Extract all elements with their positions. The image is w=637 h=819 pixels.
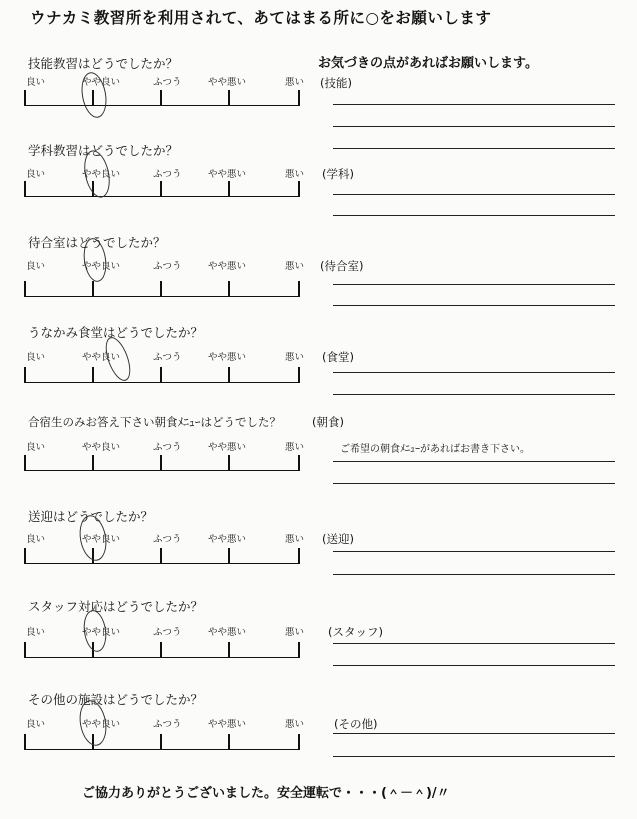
scale-tick [298,642,300,658]
scale-tick [160,90,162,106]
scale-label-fairly-bad: やや悪い [208,169,247,180]
scale-tick [160,642,162,658]
question-staff: スタッフ対応はどうでしたか？ [28,599,204,614]
rating-scale-shuttle[interactable] [24,547,300,564]
scale-tick [298,734,300,750]
scale-label-fairly-good: やや良い [82,77,121,88]
remarks-line[interactable] [333,574,615,575]
rating-scale-lecture[interactable] [24,180,300,197]
remarks-line[interactable] [333,194,615,195]
section-label-staff: (スタッフ) [328,625,383,639]
rating-scale-breakfast[interactable] [24,454,300,471]
scale-tick [160,548,162,564]
scale-tick [160,455,162,471]
scale-tick [24,642,26,658]
remarks-line[interactable] [333,756,615,757]
scale-label-average: ふつう [153,442,182,453]
scale-label-average: ふつう [153,719,182,730]
remarks-line[interactable] [333,643,615,644]
scale-label-good: 良い [26,719,46,730]
scale-tick [24,734,26,750]
scale-tick [160,734,162,750]
scale-tick [24,455,26,471]
scale-tick [228,548,230,564]
breakfast-request-note: ご希望の朝食ﾒﾆｭｰがあればお書き下さい。 [340,444,530,455]
form-title: ウナカミ教習所を利用されて、あてはまる所に○をお願いします [30,9,492,27]
remarks-line[interactable] [333,394,615,395]
scale-label-average: ふつう [153,169,182,180]
scale-label-good: 良い [26,77,46,88]
remarks-line[interactable] [333,104,615,105]
scale-tick [298,181,300,197]
scale-label-fairly-good: やや良い [82,627,121,638]
scale-tick [228,642,230,658]
scale-label-bad: 悪い [285,77,305,88]
scale-tick [298,455,300,471]
scale-label-bad: 悪い [285,261,305,272]
question-cafeteria: うなかみ食堂はどうでしたか？ [28,325,204,340]
scale-tick [228,455,230,471]
scale-label-average: ふつう [153,352,182,363]
scale-tick [92,455,94,471]
scale-label-average: ふつう [153,534,182,545]
section-label-cafeteria: (食堂) [322,350,354,364]
scale-label-good: 良い [26,261,46,272]
section-label-waiting-room: (待合室) [320,259,364,273]
question-other-facilities: その他の施設はどうでしたか？ [28,692,204,707]
scale-label-average: ふつう [153,261,182,272]
rating-scale-staff[interactable] [24,641,300,658]
section-label-breakfast: (朝食) [312,415,344,429]
remarks-line[interactable] [333,305,615,306]
scale-label-average: ふつう [153,77,182,88]
question-shuttle: 送迎はどうでしたか？ [28,509,154,524]
scale-label-bad: 悪い [285,534,305,545]
scale-label-good: 良い [26,169,46,180]
scale-label-fairly-bad: やや悪い [208,719,247,730]
scale-label-fairly-good: やや良い [82,719,121,730]
scale-label-fairly-bad: やや悪い [208,352,247,363]
remarks-line[interactable] [333,665,615,666]
question-lecture: 学科教習はどうでしたか？ [28,143,179,158]
scale-label-bad: 悪い [285,627,305,638]
question-breakfast: 合宿生のみお答え下さい朝食ﾒﾆｭｰはどうでした？ [28,415,281,429]
remarks-line[interactable] [333,551,615,552]
remarks-line[interactable] [333,461,615,462]
scale-tick [228,181,230,197]
remarks-line[interactable] [333,284,615,285]
section-label-lecture: (学科) [322,167,354,181]
scale-label-fairly-bad: やや悪い [208,442,247,453]
scale-tick [24,548,26,564]
scale-label-good: 良い [26,442,46,453]
scale-label-fairly-bad: やや悪い [208,77,247,88]
rating-scale-cafeteria[interactable] [24,366,300,383]
scale-tick [92,367,94,383]
scale-tick [160,367,162,383]
scale-label-fairly-good: やや良い [82,169,121,180]
remarks-line[interactable] [333,126,615,127]
scale-tick [24,367,26,383]
section-label-skill: (技能) [320,76,352,90]
remarks-line[interactable] [333,148,615,149]
scale-tick [160,181,162,197]
closing-message: ご協力ありがとうございました。安全運転で・・・(＾－＾)/〃 [82,786,450,801]
scale-tick [160,281,162,297]
scale-tick [24,281,26,297]
scale-label-fairly-good: やや良い [82,442,121,453]
remarks-line[interactable] [333,483,615,484]
scale-tick [298,281,300,297]
scale-tick [92,281,94,297]
remarks-line[interactable] [333,215,615,216]
scale-tick [298,548,300,564]
remarks-line[interactable] [333,372,615,373]
scale-tick [24,181,26,197]
rating-scale-skill[interactable] [24,89,300,106]
scale-tick [24,90,26,106]
scale-label-fairly-good: やや良い [82,534,121,545]
scale-label-fairly-bad: やや悪い [208,261,247,272]
scale-label-bad: 悪い [285,352,305,363]
scale-label-fairly-good: やや良い [82,352,121,363]
scale-label-good: 良い [26,534,46,545]
question-waiting-room: 待合室はどうでしたか？ [28,235,166,250]
scale-tick [228,281,230,297]
rating-scale-waiting-room[interactable] [24,280,300,297]
scale-label-good: 良い [26,352,46,363]
section-label-other-facilities: (その他) [334,717,378,731]
remarks-header: お気づきの点があればお願いします。 [318,56,538,71]
scale-tick [298,367,300,383]
section-label-shuttle: (送迎) [322,532,354,546]
scale-tick [228,90,230,106]
scale-label-bad: 悪い [285,719,305,730]
scale-tick [298,90,300,106]
scale-label-good: 良い [26,627,46,638]
remarks-line[interactable] [333,733,615,734]
scale-label-average: ふつう [153,627,182,638]
scale-label-fairly-bad: やや悪い [208,534,247,545]
question-skill: 技能教習はどうでしたか？ [28,56,179,71]
scale-label-fairly-good: やや良い [82,261,121,272]
scale-tick [228,734,230,750]
scale-tick [228,367,230,383]
rating-scale-other-facilities[interactable] [24,733,300,750]
scale-label-fairly-bad: やや悪い [208,627,247,638]
scale-label-bad: 悪い [285,169,305,180]
scale-label-bad: 悪い [285,442,305,453]
